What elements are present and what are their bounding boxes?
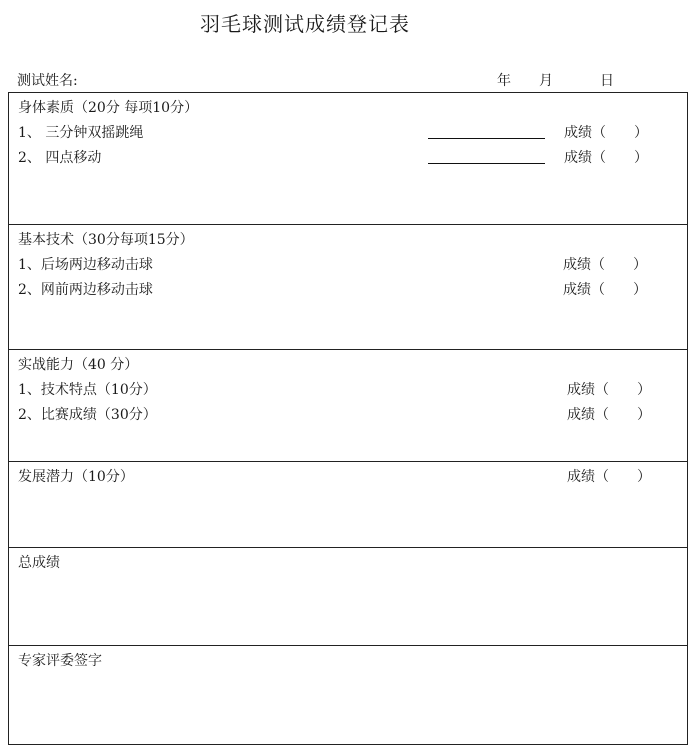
score-label: 成绩（ — [567, 407, 609, 423]
section-signature[interactable] — [9, 646, 687, 744]
technique-item-2: 2、网前两边移动击球 — [18, 282, 153, 298]
combat-item-2: 2、比赛成绩（30分） — [18, 407, 157, 423]
section-technique — [9, 225, 687, 350]
header-line — [17, 70, 694, 90]
physical-item-1-score[interactable] — [564, 122, 648, 142]
score-label: 成绩（ — [563, 282, 605, 298]
combat-item-1: 1、技术特点（10分） — [18, 382, 157, 398]
score-label: 成绩（ — [563, 257, 605, 273]
physical-item-1-blank[interactable] — [428, 138, 545, 139]
score-close: ） — [634, 125, 648, 141]
combat-item-2-score[interactable] — [567, 404, 651, 424]
section-total[interactable] — [9, 548, 687, 646]
section-physical — [9, 93, 687, 225]
score-close: ） — [633, 282, 647, 298]
month-label: 月 — [539, 73, 553, 89]
potential-score[interactable] — [567, 466, 651, 486]
score-label: 成绩（ — [567, 382, 609, 398]
day-label: 日 — [600, 73, 614, 89]
technique-item-2-score[interactable] — [563, 279, 647, 299]
physical-item-1: 1、 三分钟双摇跳绳 — [18, 125, 144, 141]
score-label: 成绩（ — [564, 150, 606, 166]
section-physical-heading: 身体素质（20分 每项10分） — [18, 100, 199, 116]
section-combat — [9, 350, 687, 462]
physical-item-2-score[interactable] — [564, 147, 648, 167]
section-total-heading: 总成绩 — [18, 555, 60, 571]
section-potential-heading: 发展潜力（10分） — [18, 469, 134, 485]
score-label: 成绩（ — [564, 125, 606, 141]
section-technique-heading: 基本技术（30分每项15分） — [18, 232, 194, 248]
combat-item-1-score[interactable] — [567, 379, 651, 399]
physical-item-2: 2、 四点移动 — [18, 150, 102, 166]
score-close: ） — [637, 382, 651, 398]
section-potential — [9, 462, 687, 548]
tester-name-label: 测试姓名: — [17, 73, 78, 89]
section-combat-heading: 实战能力（40 分） — [18, 357, 139, 373]
score-close: ） — [637, 407, 651, 423]
score-label: 成绩（ — [567, 469, 609, 485]
technique-item-1: 1、后场两边移动击球 — [18, 257, 153, 273]
physical-item-2-blank[interactable] — [428, 163, 545, 164]
technique-item-1-score[interactable] — [563, 254, 647, 274]
page-title: 羽毛球测试成绩登记表 — [200, 12, 410, 36]
score-close: ） — [637, 469, 651, 485]
section-signature-heading: 专家评委签字 — [18, 653, 102, 669]
score-table — [8, 92, 688, 745]
score-close: ） — [633, 257, 647, 273]
score-close: ） — [634, 150, 648, 166]
year-label: 年 — [497, 73, 511, 89]
